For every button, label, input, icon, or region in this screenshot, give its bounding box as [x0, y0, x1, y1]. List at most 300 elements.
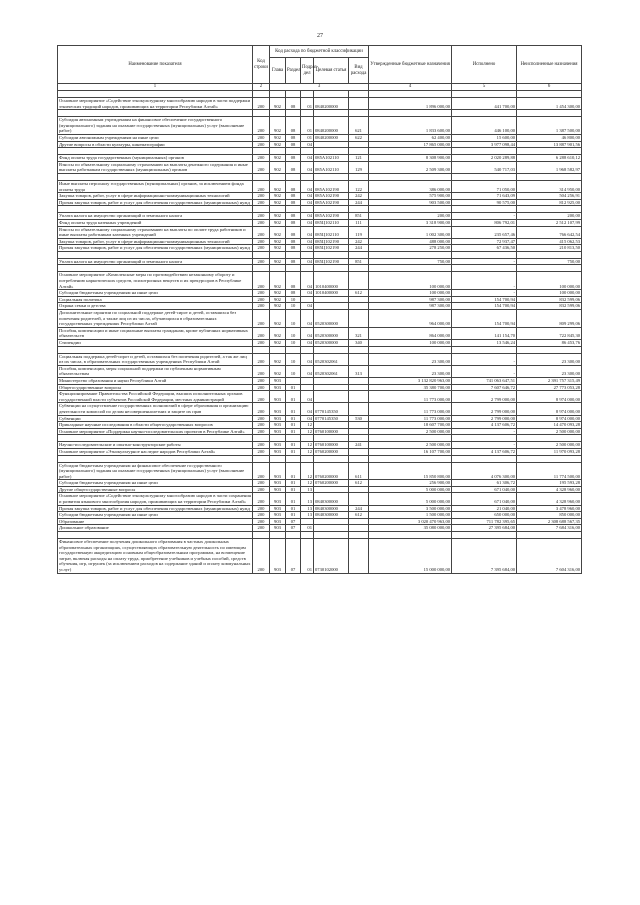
row-glava: 903 — [270, 505, 286, 512]
spacer-row — [58, 532, 582, 539]
spacer-row — [58, 110, 582, 117]
row-executed: 2 799 000,00 — [452, 403, 517, 415]
column-number: 2 — [253, 84, 270, 91]
row-podrazdel: 12 — [301, 462, 314, 480]
spacer-cell — [517, 110, 582, 117]
row-glava: 902 — [270, 193, 286, 200]
row-glava: 902 — [270, 219, 286, 226]
spacer-cell — [369, 110, 452, 117]
row-executed: 441 700,00 — [452, 98, 517, 110]
row-target-article: 0760200000 — [314, 480, 349, 487]
row-approved: 23 300,00 — [369, 365, 452, 377]
row-unexecuted: 3 478 960,00 — [517, 505, 582, 512]
row-podrazdel: 04 — [301, 141, 314, 148]
row-line-code: 200 — [253, 428, 270, 435]
spacer-cell — [517, 435, 582, 442]
row-podrazdel: 04 — [301, 327, 314, 339]
row-razdel: 01 — [286, 391, 301, 403]
spacer-cell — [349, 346, 369, 353]
spacer-row — [58, 346, 582, 353]
row-line-code: 200 — [253, 238, 270, 245]
table-row — [58, 310, 582, 328]
row-expense-type: 851 — [349, 213, 369, 220]
row-executed: 235 657,46 — [452, 226, 517, 238]
row-glava: 902 — [270, 290, 286, 297]
table-row — [58, 442, 582, 449]
row-expense-type — [349, 303, 369, 310]
row-unexecuted: 6 288 610,12 — [517, 155, 582, 162]
spacer-row — [58, 206, 582, 213]
spacer-row — [58, 148, 582, 155]
spacer-cell — [286, 346, 301, 353]
row-glava: 903 — [270, 525, 286, 532]
row-razdel: 01 — [286, 415, 301, 422]
spacer-cell — [58, 455, 253, 462]
row-unexecuted: 4 328 960,00 — [517, 493, 582, 505]
row-expense-type: 242 — [349, 193, 369, 200]
row-unexecuted: 832 599,06 — [517, 303, 582, 310]
row-line-code: 200 — [253, 403, 270, 415]
row-line-code: 200 — [253, 303, 270, 310]
spacer-cell — [286, 265, 301, 272]
row-podrazdel: 04 — [301, 238, 314, 245]
row-line-code: 200 — [253, 422, 270, 429]
row-expense-type: 340 — [349, 340, 369, 347]
row-line-code: 200 — [253, 462, 270, 480]
spacer-cell — [286, 532, 301, 539]
row-approved: 11 773 000,00 — [369, 391, 452, 403]
row-razdel: 10 — [286, 340, 301, 347]
row-razdel: 07 — [286, 539, 301, 574]
row-expense-type: 622 — [349, 134, 369, 141]
row-expense-type: 321 — [349, 327, 369, 339]
row-glava: 903 — [270, 442, 286, 449]
spacer-cell — [270, 91, 286, 98]
row-razdel: 10 — [286, 365, 301, 377]
row-approved: 5 000 000,00 — [369, 486, 452, 493]
row-glava: 903 — [270, 493, 286, 505]
row-executed: 671 040,00 — [452, 493, 517, 505]
row-glava: 902 — [270, 296, 286, 303]
header-code-line: Код строки — [253, 46, 270, 84]
row-approved: 3 318 900,00 — [369, 219, 452, 226]
row-glava: 903 — [270, 480, 286, 487]
spacer-row — [58, 265, 582, 272]
row-executed: 671 040,00 — [452, 486, 517, 493]
row-target-article: 0760200000 — [314, 448, 349, 455]
spacer-cell — [349, 532, 369, 539]
table-row — [58, 353, 582, 365]
row-razdel: 08 — [286, 180, 301, 192]
spacer-cell — [517, 265, 582, 272]
row-razdel: 01 — [286, 505, 301, 512]
header-name: Наименование показателя — [58, 46, 253, 84]
row-podrazdel: 04 — [301, 219, 314, 226]
row-name: Субвенции — [58, 415, 253, 422]
spacer-cell — [253, 173, 270, 180]
row-razdel: 08 — [286, 219, 301, 226]
row-razdel: 08 — [286, 117, 301, 135]
row-executed: 2 799 000,00 — [452, 391, 517, 403]
table-row — [58, 219, 582, 226]
row-name: Субсидии автономным учреждениям на иные цели — [58, 134, 253, 141]
row-unexecuted: 27 773 053,28 — [517, 384, 582, 391]
column-number: 3 — [270, 84, 369, 91]
row-unexecuted: 11 970 093,28 — [517, 448, 582, 455]
row-razdel: 01 — [286, 384, 301, 391]
row-approved: 2 500 000,00 — [369, 442, 452, 449]
row-executed: 540 717,03 — [452, 161, 517, 173]
row-unexecuted: 100 000,00 — [517, 272, 582, 290]
row-expense-type: 244 — [349, 505, 369, 512]
table-row — [58, 505, 582, 512]
row-name: Дополнительные гарантии по социальной поддержке детей-сирот и детей, оставшихся без попечения родителей, а также лиц из их числа, обучающихся в образовательных государственных учреждениях Республики Алтай — [58, 310, 253, 328]
row-target-article: 0520302061 — [314, 353, 349, 365]
row-target-article: 085А102110 — [314, 155, 349, 162]
table-row — [58, 245, 582, 252]
row-executed: 67 436,50 — [452, 245, 517, 252]
table-body — [58, 91, 582, 574]
row-approved: 2 509 300,00 — [369, 161, 452, 173]
row-target-article: 085Ц102190 — [314, 238, 349, 245]
spacer-cell — [314, 206, 349, 213]
row-name: Взносы по обязательному социальному страхованию на выплаты денежного содержания и иные выплаты работникам государственных (муниципальных) органов — [58, 161, 253, 173]
row-line-code: 200 — [253, 245, 270, 252]
table-row — [58, 384, 582, 391]
spacer-cell — [253, 435, 270, 442]
row-razdel: 01 — [286, 512, 301, 519]
spacer-cell — [452, 346, 517, 353]
row-glava: 903 — [270, 518, 286, 525]
row-line-code: 200 — [253, 518, 270, 525]
row-razdel: 08 — [286, 199, 301, 206]
row-expense-type — [349, 272, 369, 290]
row-unexecuted: 812 925,00 — [517, 199, 582, 206]
row-name: Социальная политика — [58, 296, 253, 303]
row-approved: 100 000,00 — [369, 272, 452, 290]
spacer-cell — [517, 455, 582, 462]
row-razdel: 01 — [286, 422, 301, 429]
row-expense-type — [349, 486, 369, 493]
row-approved: 16 107 700,00 — [369, 448, 452, 455]
row-line-code: 200 — [253, 493, 270, 505]
row-podrazdel: 01 — [301, 134, 314, 141]
row-unexecuted: 1 454 300,00 — [517, 98, 582, 110]
row-target-article — [314, 141, 349, 148]
row-executed: 806 792,01 — [452, 219, 517, 226]
row-expense-type: 119 — [349, 226, 369, 238]
row-expense-type: 129 — [349, 161, 369, 173]
spacer-cell — [369, 455, 452, 462]
row-unexecuted: 200,00 — [517, 213, 582, 220]
table-row — [58, 213, 582, 220]
row-expense-type: 313 — [349, 365, 369, 377]
spacer-cell — [369, 435, 452, 442]
row-expense-type — [349, 141, 369, 148]
row-expense-type: 121 — [349, 155, 369, 162]
row-podrazdel: 04 — [301, 415, 314, 422]
row-target-article — [314, 422, 349, 429]
row-name: Образование — [58, 518, 253, 525]
spacer-cell — [314, 91, 349, 98]
table-row — [58, 117, 582, 135]
row-line-code: 200 — [253, 193, 270, 200]
row-unexecuted: 1 968 582,97 — [517, 161, 582, 173]
row-razdel: 01 — [286, 480, 301, 487]
row-glava: 902 — [270, 141, 286, 148]
spacer-cell — [58, 265, 253, 272]
row-name: Взносы по обязательному социальному страхованию на выплаты по оплате труда работников и иные выплаты работникам казенных учреждений — [58, 226, 253, 238]
spacer-cell — [58, 148, 253, 155]
row-razdel: 01 — [286, 428, 301, 435]
row-approved: 964 000,00 — [369, 310, 452, 328]
table-row — [58, 258, 582, 265]
row-line-code: 200 — [253, 442, 270, 449]
row-podrazdel: 04 — [301, 155, 314, 162]
row-name: Функционирование Правительства Российской Федерации, высших исполнительных органов государственной власти субъектов Российской Федерации, местных администраций — [58, 391, 253, 403]
row-target-article — [314, 384, 349, 391]
row-razdel: 08 — [286, 238, 301, 245]
spacer-cell — [452, 206, 517, 213]
row-approved: 1 896 000,00 — [369, 98, 452, 110]
row-unexecuted: 23 300,00 — [517, 365, 582, 377]
table-row — [58, 327, 582, 339]
row-approved: 11 773 000,00 — [369, 403, 452, 415]
row-line-code: 200 — [253, 213, 270, 220]
table-row — [58, 365, 582, 377]
row-line-code: 200 — [253, 525, 270, 532]
spacer-cell — [369, 91, 452, 98]
row-approved: 35 080 000,00 — [369, 525, 452, 532]
row-line-code: 200 — [253, 199, 270, 206]
table-row — [58, 422, 582, 429]
table-row — [58, 290, 582, 297]
row-line-code: 200 — [253, 327, 270, 339]
row-glava: 902 — [270, 155, 286, 162]
row-razdel: 08 — [286, 272, 301, 290]
row-approved: 987 300,00 — [369, 303, 452, 310]
spacer-cell — [301, 435, 314, 442]
row-line-code: 200 — [253, 155, 270, 162]
row-executed: 13 546,24 — [452, 340, 517, 347]
row-expense-type: 530 — [349, 415, 369, 422]
row-approved: 100 000,00 — [369, 340, 452, 347]
row-razdel: 08 — [286, 193, 301, 200]
spacer-cell — [253, 91, 270, 98]
row-glava: 902 — [270, 134, 286, 141]
row-podrazdel: 04 — [301, 391, 314, 403]
row-glava: 903 — [270, 377, 286, 384]
row-executed: - — [452, 353, 517, 365]
table-row — [58, 238, 582, 245]
row-target-article — [314, 391, 349, 403]
column-number: 6 — [517, 84, 582, 91]
row-podrazdel: 12 — [301, 442, 314, 449]
spacer-cell — [517, 173, 582, 180]
spacer-cell — [517, 91, 582, 98]
row-podrazdel: 12 — [301, 480, 314, 487]
row-podrazdel: 04 — [301, 272, 314, 290]
row-razdel: 01 — [286, 493, 301, 505]
row-unexecuted: 415 062,53 — [517, 238, 582, 245]
row-executed: 141 154,70 — [452, 327, 517, 339]
row-line-code: 200 — [253, 141, 270, 148]
row-approved: 15 850 800,00 — [369, 462, 452, 480]
row-unexecuted: 504 256,91 — [517, 193, 582, 200]
row-target-article: 0760100000 — [314, 442, 349, 449]
table-row — [58, 448, 582, 455]
row-expense-type — [349, 518, 369, 525]
row-line-code: 200 — [253, 290, 270, 297]
row-razdel: 08 — [286, 245, 301, 252]
row-target-article: 0840200000 — [314, 98, 349, 110]
row-razdel: 01 — [286, 462, 301, 480]
table-row — [58, 462, 582, 480]
row-expense-type: 621 — [349, 117, 369, 135]
row-podrazdel: 12 — [301, 428, 314, 435]
row-target-article: 085А102190 — [314, 193, 349, 200]
header-razdel: Раздел — [286, 58, 301, 84]
row-expense-type: 611 — [349, 462, 369, 480]
spacer-cell — [301, 173, 314, 180]
row-line-code: 200 — [253, 161, 270, 173]
row-approved: 488 000,00 — [369, 238, 452, 245]
row-target-article: 085А102190 — [314, 213, 349, 220]
row-executed: - — [452, 428, 517, 435]
row-executed: 61 306,72 — [452, 480, 517, 487]
row-line-code: 200 — [253, 340, 270, 347]
row-approved: 3 132 820 963,00 — [369, 377, 452, 384]
spacer-cell — [314, 265, 349, 272]
row-unexecuted: 8 974 000,00 — [517, 403, 582, 415]
row-name: Научно-исследовательские и опытно-конструкторские работы — [58, 442, 253, 449]
row-approved: 1 002 300,00 — [369, 226, 452, 238]
spacer-cell — [270, 455, 286, 462]
row-unexecuted: 750,00 — [517, 258, 582, 265]
table-row — [58, 415, 582, 422]
row-executed: 4 137 606,72 — [452, 448, 517, 455]
table-row — [58, 226, 582, 238]
header-approved: Утвержденные бюджетные назначения — [369, 46, 452, 84]
row-unexecuted: 23 300,00 — [517, 353, 582, 365]
spacer-cell — [270, 532, 286, 539]
row-name: Уплата налога на имущество организаций и земельного налога — [58, 258, 253, 265]
row-approved: 62 400,00 — [369, 134, 452, 141]
row-expense-type — [349, 377, 369, 384]
row-expense-type — [349, 384, 369, 391]
row-target-article — [314, 303, 349, 310]
spacer-cell — [286, 91, 301, 98]
row-razdel: 10 — [286, 327, 301, 339]
table-row — [58, 486, 582, 493]
row-target-article: 0730102000 — [314, 539, 349, 574]
row-razdel: 07 — [286, 518, 301, 525]
table-row — [58, 428, 582, 435]
row-target-article: 085Ц102190 — [314, 245, 349, 252]
spacer-cell — [270, 173, 286, 180]
spacer-row — [58, 455, 582, 462]
row-podrazdel: 04 — [301, 403, 314, 415]
row-name: Основное мероприятие «Этнокультурное наследие народов Республики Алтай» — [58, 448, 253, 455]
row-podrazdel: 04 — [301, 290, 314, 297]
row-line-code: 200 — [253, 365, 270, 377]
row-line-code: 200 — [253, 296, 270, 303]
row-approved: 278 250,00 — [369, 245, 452, 252]
row-glava: 903 — [270, 428, 286, 435]
row-line-code: 200 — [253, 226, 270, 238]
spacer-cell — [58, 346, 253, 353]
row-executed: 27 395 684,00 — [452, 525, 517, 532]
row-expense-type: 244 — [349, 199, 369, 206]
row-line-code: 200 — [253, 505, 270, 512]
row-expense-type: 241 — [349, 442, 369, 449]
row-podrazdel: 04 — [301, 226, 314, 238]
row-razdel: 07 — [286, 525, 301, 532]
spacer-cell — [349, 455, 369, 462]
row-unexecuted: 809 299,06 — [517, 310, 582, 328]
spacer-cell — [369, 346, 452, 353]
row-podrazdel: 13 — [301, 486, 314, 493]
row-podrazdel: 04 — [301, 245, 314, 252]
row-expense-type — [349, 493, 369, 505]
row-line-code: 200 — [253, 310, 270, 328]
row-name: Основное мероприятие «Содействие этнокультурному многообразию народов в части сохранения и развития языкового многообразия народов, проживающих на территории Республики Алтай» — [59, 493, 251, 505]
row-line-code: 200 — [253, 353, 270, 365]
spacer-cell — [58, 532, 253, 539]
spacer-cell — [314, 148, 349, 155]
row-line-code: 200 — [253, 391, 270, 403]
row-name: Другие общегосударственные вопросы — [58, 486, 253, 493]
row-target-article: 0760100000 — [314, 428, 349, 435]
row-name: Прикладные научные исследования в области общегосударственных вопросов — [58, 422, 253, 429]
row-razdel: 08 — [286, 134, 301, 141]
spacer-cell — [58, 91, 253, 98]
row-target-article: 0770145350 — [314, 415, 349, 422]
row-unexecuted: 86 453,76 — [517, 340, 582, 347]
row-target-article: 085Ц102190 — [314, 258, 349, 265]
row-target-article: 1010400000 — [314, 272, 349, 290]
row-glava: 903 — [270, 415, 286, 422]
row-line-code: 200 — [253, 486, 270, 493]
row-podrazdel — [301, 296, 314, 303]
spacer-cell — [369, 173, 452, 180]
spacer-cell — [270, 265, 286, 272]
table-row — [58, 539, 582, 574]
row-glava: 903 — [270, 486, 286, 493]
row-unexecuted: 13 887 901,56 — [517, 141, 582, 148]
row-razdel: 08 — [286, 213, 301, 220]
row-approved: 575 900,00 — [369, 193, 452, 200]
row-unexecuted: 210 813,50 — [517, 245, 582, 252]
row-expense-type — [349, 391, 369, 403]
row-target-article — [314, 525, 349, 532]
table-row — [58, 134, 582, 141]
row-unexecuted: 2 391 757 315,49 — [517, 377, 582, 384]
row-unexecuted: 832 599,06 — [517, 296, 582, 303]
spacer-cell — [517, 148, 582, 155]
spacer-cell — [253, 251, 270, 258]
row-razdel: 01 — [286, 442, 301, 449]
row-podrazdel: 04 — [301, 199, 314, 206]
spacer-cell — [301, 265, 314, 272]
row-target-article: 0520300000 — [314, 327, 349, 339]
row-name: Субсидии бюджетным учреждениям на иные цели — [58, 480, 253, 487]
row-unexecuted: 195 593,28 — [517, 480, 582, 487]
table-row — [58, 98, 582, 110]
table-row — [58, 272, 582, 290]
row-razdel: 08 — [286, 155, 301, 162]
row-executed: - — [452, 365, 517, 377]
